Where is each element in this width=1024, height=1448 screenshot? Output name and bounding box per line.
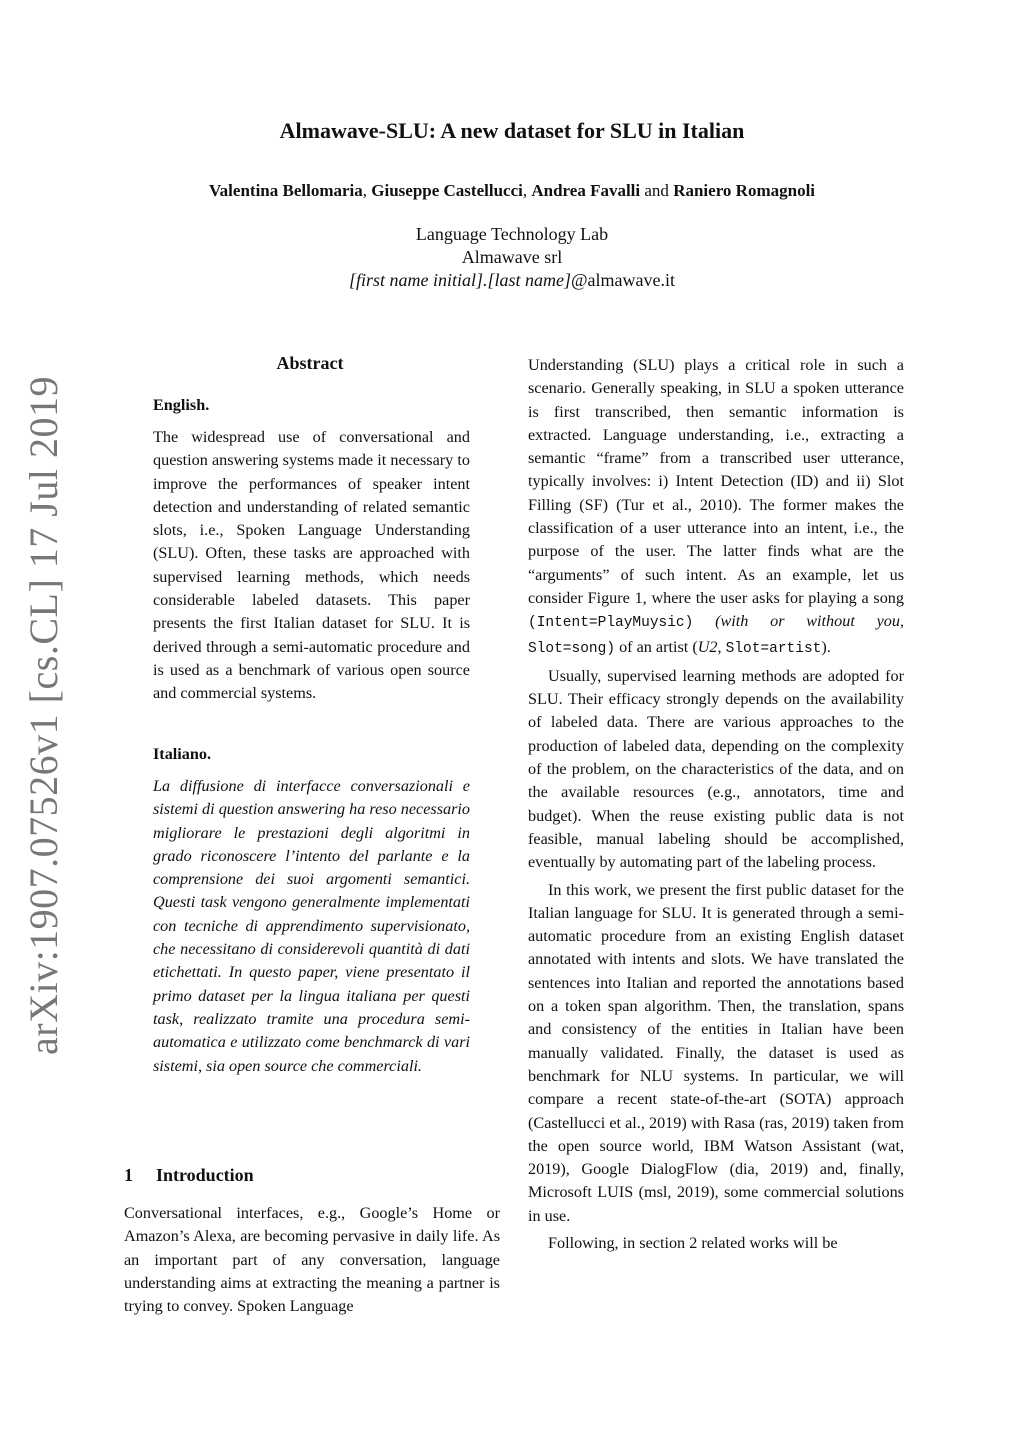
section-title: Introduction xyxy=(156,1165,254,1185)
affiliation xyxy=(0,223,1024,292)
italic-song: (with or without you, xyxy=(715,612,904,631)
paper-title: Almawave-SLU: A new dataset for SLU in Italian xyxy=(279,118,745,143)
abstract-english-text: The widespread use of conversational and question answering systems made it necessary to improve the performances of speaker intent detection and understanding of related semantic slots, i.e., Spoken Language Understanding (SLU). Often, these tasks are approached with supervised learning methods, which needs considerable labeled datasets. This paper presents the first Italian dataset for SLU. It is derived through a semi-automatic procedure and is used as a benchmark of various open source and commercial systems. xyxy=(153,428,470,703)
right-paragraph-1 xyxy=(528,354,904,661)
right-column xyxy=(528,354,904,1259)
abstract-italian xyxy=(153,775,470,1078)
abstract-italian-text: La diffusione di interfacce conversazionali e sistemi di question answering ha reso necessario migliorare le prestazioni degli algoritmi in grado riconoscere l’intento del parlante e la comprensione dei suoi argomenti semantici. Questi task vengono generalmente implementati con tecniche di apprendimento supervisionato, che necessitano di considerevoli quantità di dati etichettati. In questo paper, viene presentato il primo dataset per la lingua italiana per questi task, realizzato tramite una procedura semi-automatica e utilizzato come benchmarck di vari sistemi, sia open source che commerciali. xyxy=(153,777,470,1075)
section-number: 1 xyxy=(124,1165,133,1185)
italian-label: Italiano. xyxy=(153,745,212,763)
paragraph-text: Understanding (SLU) plays a critical role in such a scenario. Generally speaking, in SLU a spoken utterance is first transcribed, then semantic information is extracted. Language understanding, i.e., extracting a semantic “frame” from a transcribed user utterance, typically involves: i) Intent Detection (ID) and ii) Slot Filling (SF) (Tur et al., 2010). The former makes the classification of a user utterance into an intent, i.e., the purpose of the user. The latter finds what are the “arguments” of such intent. As an example, let us consider Figure 1, where the user asks for playing a song xyxy=(528,356,904,607)
email-pattern: [first name initial].[last name] xyxy=(348,270,571,290)
paragraph-text: ). xyxy=(821,637,831,656)
intro-left-column xyxy=(124,1202,500,1318)
section-heading xyxy=(124,1165,254,1186)
affiliation-org: Almawave srl xyxy=(461,247,563,267)
right-paragraph-4: Following, in section 2 related works will be xyxy=(548,1233,838,1252)
right-paragraph-3: In this work, we present the first public dataset for the Italian language for SLU. It is generated through a semi-automatic procedure from an existing English dataset annotated with intents and slots. We have translated the sentences into Italian and reported the annotations based on a token span algorithm. Then, the translation, spans and consistency of the entities in Italian have been manually validated. Finally, the dataset is used as benchmark for NLU systems. In particular, we will compare a recent state-of-the-art (SOTA) approach (Castellucci et al., 2019) with Rasa (ras, 2019) taken from the open source world, IBM Watson Assistant (wat, 2019), Google DialogFlow (dia, 2019) and, finally, Microsoft LUIS (msl, 2019), some commercial solutions in use. xyxy=(528,880,904,1225)
code-slot-song: Slot=song) xyxy=(528,640,616,657)
right-paragraph-2: Usually, supervised learning methods are adopted for SLU. Their efficacy strongly depends on the availability of labeled data. There are various approaches to the production of labeled data, depending on the complexity of the problem, on the characteristics of the data, and on the available resources (e.g., annotators, time and budget). When the reuse existing public data is not feasible, manual labeling should be accomplished, eventually by automating part of the labeling process. xyxy=(528,666,904,872)
paragraph-text: , xyxy=(717,637,722,656)
email-domain: @almawave.it xyxy=(570,270,676,290)
arxiv-stamp: arXiv:1907.07526v1 [cs.CL] 17 Jul 2019 xyxy=(21,376,66,1055)
code-intent: (Intent=PlayMuysic) xyxy=(528,615,694,632)
intro-paragraph: Conversational interfaces, e.g., Google’s Home or Amazon’s Alexa, are becoming pervasive in daily life. As an important part of any conversation, language understanding aims at extracting the meaning a partner is trying to convey. Spoken Language xyxy=(124,1204,500,1316)
paragraph-text: of an artist ( xyxy=(619,637,698,656)
affiliation-email xyxy=(0,269,1024,292)
author-conjunction: and xyxy=(644,181,669,200)
english-label: English. xyxy=(153,396,210,414)
code-slot-artist: Slot=artist xyxy=(725,640,822,657)
author-list: Valentina Bellomaria, Giuseppe Castellucci, Andrea Favalli and Raniero Romagnoli xyxy=(208,181,816,200)
italic-artist: U2 xyxy=(697,637,718,656)
author-name: Raniero Romagnoli xyxy=(673,181,816,200)
author-name: Valentina Bellomaria xyxy=(208,181,363,200)
author-name: Andrea Favalli xyxy=(531,181,641,200)
affiliation-lab: Language Technology Lab xyxy=(415,224,609,244)
abstract-english xyxy=(153,426,470,706)
author-name: Giuseppe Castellucci xyxy=(371,181,523,200)
abstract-heading: Abstract xyxy=(276,353,344,373)
